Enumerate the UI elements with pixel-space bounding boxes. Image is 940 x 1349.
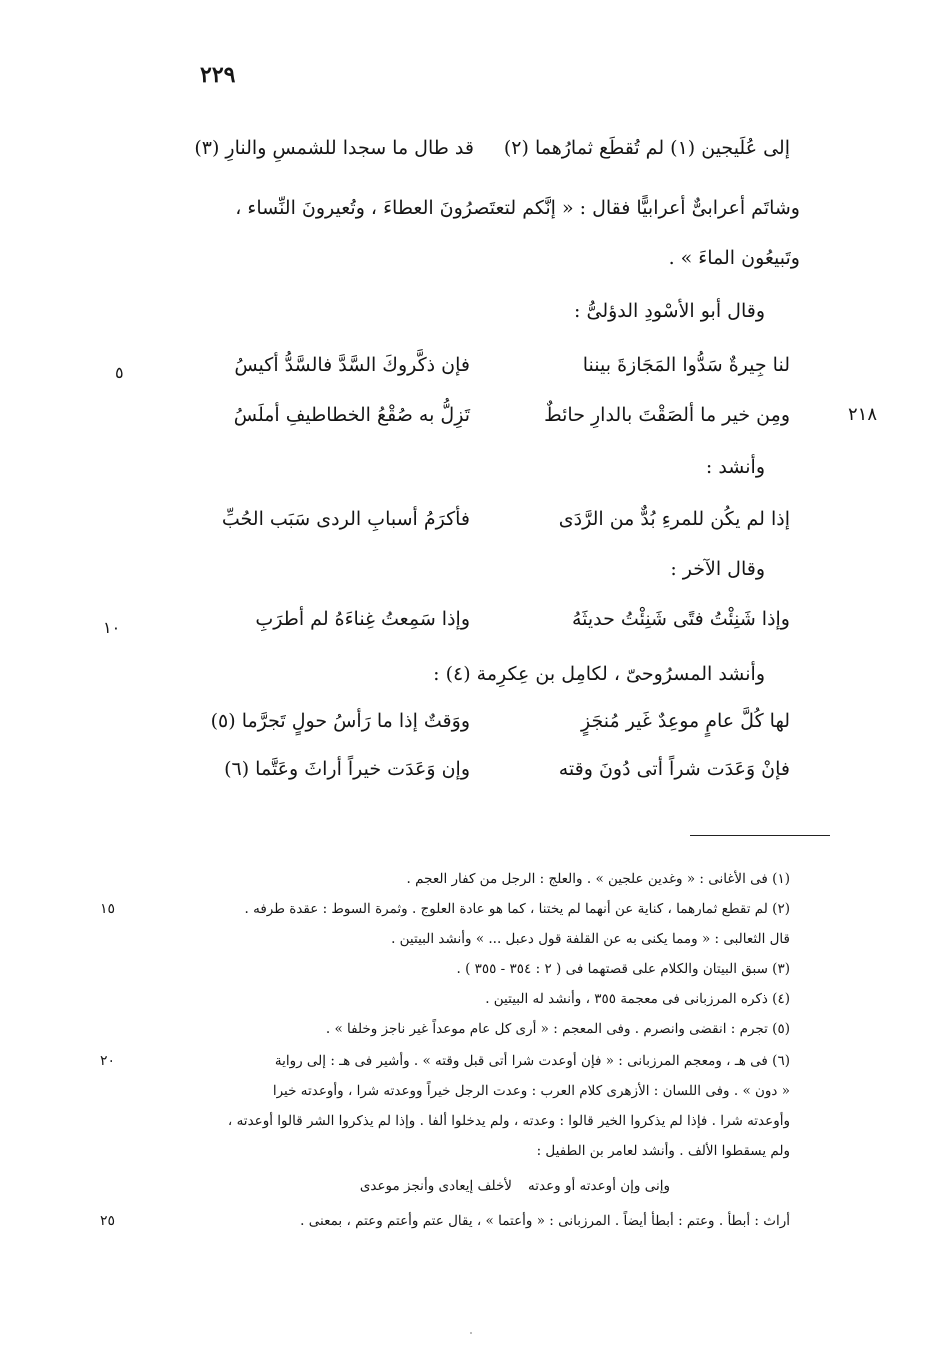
verse-7-second-hemistich: وإن وَعَدَت خيراً أراثَ وعَتَّما (٦) <box>224 758 470 780</box>
footnote-6-line-2: « دون » . وفى اللسان : الأزهرى كلام العرب : وعدت الرجل خيراً ووعدته شرا ، وأوعدته خيرا <box>272 1083 790 1099</box>
verse-2-first-hemistich: لنا جِيرةٌ سَدُّوا المَجَازةَ بيننا <box>582 354 790 376</box>
footnote-6-final: أراث : أبطأ . وعتم : أبطأ أيضاً . المرزبانى : « وأعتما » ، يقال عتم وأعتم وعتم ، بمعنى . <box>300 1213 790 1229</box>
margin-page-number: ٢١٨ <box>848 404 878 425</box>
footnote-verse-first: وإنى وإن أوعدته أو وعدته <box>528 1178 670 1194</box>
footnote-verse-second: لأخلف إيعادى وأنجز موعدى <box>359 1178 512 1194</box>
line-number-20: ٢٠ <box>100 1053 116 1069</box>
verse-1-second-hemistich: قد طال ما سجدا للشمسِ والنارِ (٣) <box>194 137 474 159</box>
footnote-2-continuation: قال الثعالبى : « ومما يكنى به عن القلفة قول دعبل ... » وأنشد البيتين . <box>391 931 790 947</box>
page-number: ٢٢٩ <box>200 62 236 88</box>
intro-masruhi: وأنشد المسرُوحىّ ، لكامِل بن عِكرِمة (٤) : <box>433 663 765 685</box>
verse-7-first-hemistich: فإنْ وَعَدَت شراً أتى دُونَ وقته <box>558 758 790 780</box>
prose-line-2: وتَبيعُون الماءَ » . <box>668 247 800 269</box>
verse-3-first-hemistich: ومِن خير ما ألصَقْتَ بالدارِ حائطٌ <box>544 404 790 426</box>
footnote-separator <box>690 835 830 836</box>
page-speck <box>470 1332 472 1334</box>
footnote-4: (٤) ذكره المرزبانى فى معجمة ٣٥٥ ، وأنشد له البيتين . <box>485 991 790 1007</box>
intro-ansha: وأنشد : <box>705 456 765 478</box>
verse-5-second-hemistich: وإذا سَمِعتُ غِناءَهُ لم أطرَبِ <box>255 608 470 630</box>
verse-2-second-hemistich: فإن ذكَّروكَ السَّدَّ فالسَّدُّ أكيسُ <box>234 354 470 376</box>
verse-4-second-hemistich: فأكرَمُ أسبابِ الردى سَبَب الحُبِّ <box>221 508 470 530</box>
verse-4-first-hemistich: إذا لم يكُن للمرءِ بُدٌّ من الرَّدَى <box>558 508 790 530</box>
footnote-5: (٥) تجرم : انقضى وانصرم . وفى المعجم : « أرى كل عام موعداً غير ناجز وخلفا » . <box>325 1021 790 1037</box>
footnote-6-line-4: ولم يسقطوا الألف . وأنشد لعامر بن الطفيل : <box>536 1143 790 1159</box>
footnote-6-line-3: وأوعدته شرا . فإذا لم يذكروا الخير قالوا : وعدته ، ولم يدخلوا ألفا . وإذا لم يذكروا الشر قالوا أوعدته ، <box>227 1113 790 1129</box>
intro-abu-aswad: وقال أبو الأسْودِ الدؤلىُّ : <box>574 300 765 322</box>
verse-1-first-hemistich: إلى عُلَيجين (١) لم تُقطَع ثمارُهما (٢) <box>503 137 790 159</box>
verse-5-first-hemistich: وإذا شَنِئْتُ فتًى شَنِئْتُ حديثَهُ <box>571 608 790 630</box>
verse-3-second-hemistich: تَزِلُّ به صُقْعُ الخطاطيفِ أملَسُ <box>233 404 470 426</box>
line-number-5: ٥ <box>115 363 124 382</box>
footnote-2: (٢) لم تقطع ثمارهما ، كناية عن أنهما لم يختنا ، كما هو عادة العلوج . وثمرة السوط : عقدة طرفه . <box>244 901 790 917</box>
prose-line-1: وشاتَم أعرابىٌّ أعرابيًّا فقال : « إنَّكم لتعتَصرُونَ العطاءَ ، وتُعيرونَ النِّساء ، <box>235 197 800 219</box>
line-number-25: ٢٥ <box>100 1213 116 1229</box>
verse-6-second-hemistich: ووَقتٌ إذا ما رَأسُ حولٍ تَجرَّما (٥) <box>210 710 470 732</box>
footnote-6: (٦) فى هـ ، ومعجم المرزبانى : « فإن أوعدت شرا أتى قبل وقته » . وأشير فى هـ : إلى رواية <box>274 1053 790 1069</box>
footnote-3: (٣) سبق البيتان والكلام على قصتهما فى ( ٢ : ٣٥٤ - ٣٥٥ ) . <box>456 961 790 977</box>
line-number-15: ١٥ <box>100 901 116 917</box>
line-number-10: ١٠ <box>103 618 121 637</box>
verse-6-first-hemistich: لها كُلَّ عامٍ موعِدٌ غَير مُنجَزٍ <box>581 710 790 732</box>
footnote-1: (١) فى الأغانى : « وغدين علجين » . والعلج : الرجل من كفار العجم . <box>406 871 790 887</box>
intro-al-akhar: وقال الآخر : <box>670 558 765 580</box>
